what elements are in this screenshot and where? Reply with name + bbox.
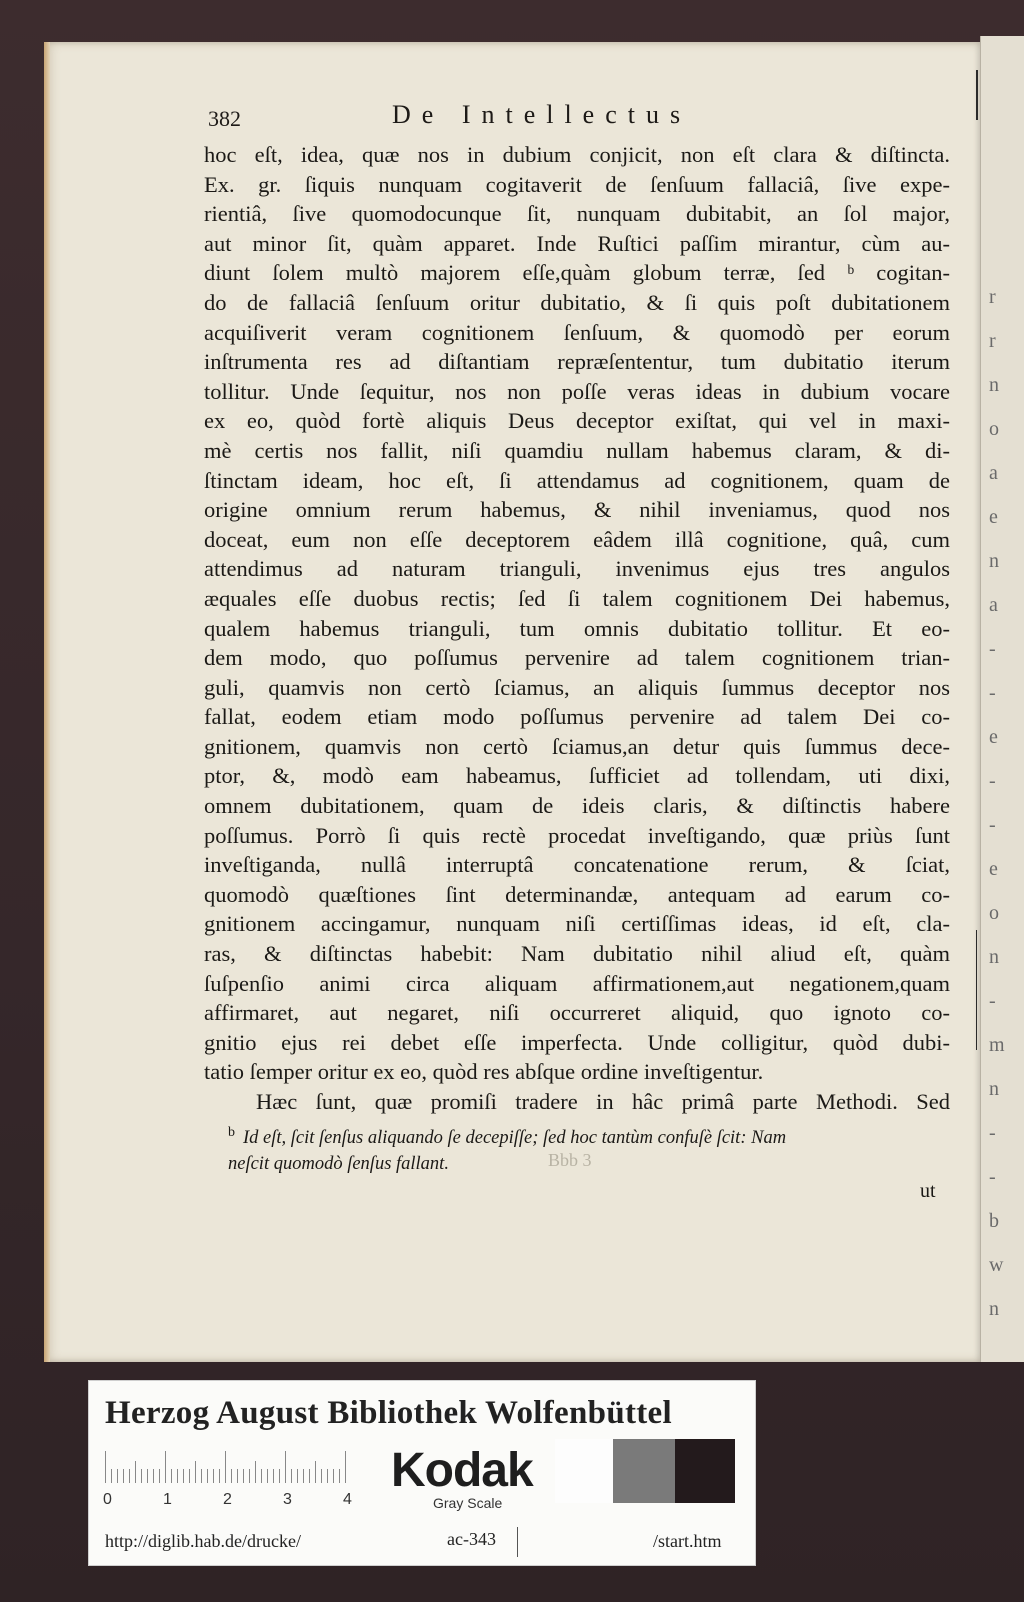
page-edge <box>44 42 50 1362</box>
text-line: doceat, eum non eſſe deceptorem eâdem illâ cognitione, quâ, cum <box>204 526 950 552</box>
text-line: do de fallaciâ ſenſuum oritur dubitatio, & ſi quis poſt dubitationem <box>204 289 950 315</box>
ruler-tick <box>117 1469 118 1483</box>
ruler-tick <box>207 1469 208 1483</box>
text-line: affirmaret, aut negaret, niſi occurreret aliquid, quo ignoto co- <box>204 1000 950 1026</box>
ruler-tick <box>297 1469 298 1483</box>
text-line: gnitionem accingamur, nunquam niſi certiſſimas ideas, id eſt, cla- <box>204 911 950 937</box>
text-line: tollitur. Unde ſequitur, nos non poſſe veras ideas in dubium vocare <box>204 378 950 404</box>
running-title: De Intellectus <box>392 100 692 129</box>
footnote-line: Id eſt, ſcit ſenſus aliquando ſe decepiſſe; ſed hoc tantùm confuſè ſcit: Nam <box>243 1128 787 1149</box>
color-target <box>88 1380 756 1566</box>
ruler-tick <box>345 1451 346 1483</box>
next-page-fragment: r <box>989 330 996 352</box>
ruler-tick <box>243 1469 244 1483</box>
text-line: omnem dubitationem, quam de ideis claris, & diſtinctis habere <box>204 793 950 819</box>
next-page-fragment: n <box>989 1298 999 1320</box>
ruler-tick <box>231 1469 232 1483</box>
text-line: ras, & diſtinctas habebit: Nam dubitatio nihil aliud eſt, quàm <box>204 941 950 967</box>
text-line: tatio ſemper oritur ex eo, quòd res abſque ordine inveſtigentur. <box>204 1059 764 1085</box>
next-page-fragment: - <box>989 990 996 1012</box>
ruler-number: 1 <box>163 1491 172 1508</box>
text-line: inveſtiganda, nullâ interruptâ concatenatione rerum, & ſciat, <box>204 852 950 878</box>
text-line: origine omnium rerum habemus, & nihil inveniamus, quod nos <box>204 497 950 523</box>
text-line: gnitionem, quamvis non certò ſciamus,an detur quis ſummus dece- <box>204 733 950 759</box>
next-page-fragment: a <box>989 594 998 616</box>
next-page-strip <box>980 36 1024 1362</box>
ruler-numbers <box>103 1491 373 1513</box>
ruler-tick <box>177 1469 178 1483</box>
ruler-number: 0 <box>103 1491 112 1508</box>
ruler-tick <box>321 1469 322 1483</box>
ruler-tick <box>225 1451 226 1483</box>
text-line: ſuſpenſio animi circa aliquam affirmationem,aut negationem,quam <box>204 970 950 996</box>
text-line: diunt ſolem multò majorem eſſe,quàm globum terræ, ſed ᵇ cogitan- <box>204 260 950 286</box>
next-page-fragment: - <box>989 638 996 660</box>
catchword: ut <box>920 1180 936 1202</box>
ruler-tick <box>285 1451 286 1483</box>
ruler-tick <box>327 1469 328 1483</box>
ruler-tick <box>195 1461 196 1483</box>
kodak-logo: Kodak <box>391 1444 533 1497</box>
text-line: mè certis nos fallit, niſi quamdiu nullam habemus claram, & di- <box>204 437 950 463</box>
footnote <box>228 1120 948 1177</box>
ruler-tick <box>141 1469 142 1483</box>
ruler-tick <box>147 1469 148 1483</box>
next-page-fragment: e <box>989 726 998 748</box>
footnote-line: neſcit quomodò ſenſus fallant. <box>228 1154 449 1175</box>
shelfmark-code: ac-343 <box>447 1529 496 1549</box>
ruler-tick <box>339 1469 340 1483</box>
library-name: Herzog August Bibliothek Wolfenbüttel <box>105 1395 672 1431</box>
page-number: 382 <box>208 106 241 131</box>
page-header <box>208 100 948 134</box>
ruler-number: 2 <box>223 1491 232 1508</box>
next-page-fragment: o <box>989 418 999 440</box>
ruler-tick <box>159 1469 160 1483</box>
text-line: inſtrumenta res ad diſtantiam repræſententur, tum dubitatio iterum <box>204 349 950 375</box>
ruler-tick <box>123 1469 124 1483</box>
text-line: fallat, eodem etiam modo poſſumus pervenire ad talem Dei co- <box>204 704 950 730</box>
next-page-fragment: e <box>989 858 998 880</box>
divider <box>517 1527 518 1557</box>
white-patch <box>555 1439 613 1503</box>
ruler-number: 4 <box>343 1491 352 1508</box>
ruler-tick <box>315 1461 316 1483</box>
ruler-tick <box>261 1469 262 1483</box>
text-line: attendimus ad naturam trianguli, invenimus ejus tres angulos <box>204 556 950 582</box>
ruler-tick <box>189 1469 190 1483</box>
ruler-tick <box>105 1451 106 1483</box>
ruler-tick <box>279 1469 280 1483</box>
ruler-tick <box>255 1461 256 1483</box>
next-page-fragment: w <box>989 1254 1004 1276</box>
next-page-fragment: n <box>989 374 999 396</box>
text-line: æquales eſſe duobus rectis; ſed ſi talem cognitionem Dei habemus, <box>204 585 950 611</box>
next-page-fragment: n <box>989 550 999 572</box>
next-page-fragment: - <box>989 814 996 836</box>
text-line: acquiſiverit veram cognitionem ſenſuum, & quomodò per eorum <box>204 319 950 345</box>
next-page-fragment: m <box>989 1034 1005 1056</box>
url-right: /start.htm <box>653 1531 722 1551</box>
text-line: ex eo, quòd fortè aliquis Deus deceptor exiſtat, qui vel in maxi- <box>204 408 950 434</box>
gray-scale-label: Gray Scale <box>433 1495 503 1511</box>
ruler-tick <box>267 1469 268 1483</box>
next-page-fragment: - <box>989 770 996 792</box>
text-line: quomodò quæſtiones ſint determinandæ, antequam ad earum co- <box>204 881 950 907</box>
gutter-line <box>976 930 977 1050</box>
text-line: hoc eſt, idea, quæ nos in dubium conjicit, non eſt clara & diſtincta. <box>204 142 950 167</box>
next-page-fragment: a <box>989 462 998 484</box>
ruler-tick <box>309 1469 310 1483</box>
ruler-tick <box>291 1469 292 1483</box>
body-text <box>204 140 950 1117</box>
black-patch <box>675 1439 735 1503</box>
text-line: rientiâ, ſive quomodocunque ſit, nunquam dubitabit, an ſol major, <box>204 201 950 227</box>
ruler-tick <box>129 1469 130 1483</box>
ruler-number: 3 <box>283 1491 292 1508</box>
text-line: ptor, &, modò eam habeamus, ſufficiet ad tollendam, uti dixi, <box>204 763 950 789</box>
next-page-fragment: o <box>989 902 999 924</box>
next-page-fragment: - <box>989 682 996 704</box>
ruler <box>105 1451 375 1483</box>
next-page-fragment: - <box>989 1122 996 1144</box>
ruler-tick <box>237 1469 238 1483</box>
ruler-tick <box>303 1469 304 1483</box>
next-page-fragment: b <box>989 1210 999 1232</box>
text-line: gnitio ejus rei debet eſſe imperfecta. Unde colligitur, quòd dubi- <box>204 1029 950 1055</box>
text-line: guli, quamvis non certò ſciamus, an aliquis ſummus deceptor nos <box>204 674 950 700</box>
ruler-tick <box>219 1469 220 1483</box>
ruler-tick <box>183 1469 184 1483</box>
ruler-tick <box>333 1469 334 1483</box>
ruler-tick <box>135 1461 136 1483</box>
ruler-tick <box>273 1469 274 1483</box>
text-line: Hæc ſunt, quæ promiſi tradere in hâc primâ parte Methodi. Sed <box>256 1089 950 1114</box>
ruler-tick <box>153 1469 154 1483</box>
ruler-tick <box>111 1469 112 1483</box>
ruler-tick <box>165 1451 166 1483</box>
ruler-tick <box>171 1469 172 1483</box>
text-line: aut minor ſit, quàm apparet. Inde Ruſtici paſſim mirantur, cùm au- <box>204 230 950 256</box>
signature-mark: Bbb 3 <box>548 1150 592 1170</box>
ruler-tick <box>201 1469 202 1483</box>
next-page-fragment: e <box>989 506 998 528</box>
next-page-fragment: n <box>989 946 999 968</box>
gutter-line <box>976 70 978 120</box>
next-page-fragment: - <box>989 1166 996 1188</box>
text-line: ſtinctam ideam, hoc eſt, ſi attendamus ad cognitionem, quam de <box>204 467 950 493</box>
text-line: poſſumus. Porrò ſi quis rectè procedat inveſtigando, quæ priùs ſunt <box>204 822 950 848</box>
ruler-tick <box>213 1469 214 1483</box>
gray-patch <box>613 1439 675 1503</box>
next-page-fragment: r <box>989 286 996 308</box>
url-left: http://diglib.hab.de/drucke/ <box>105 1531 301 1551</box>
text-line: qualem habemus trianguli, tum omnis dubitatio tollitur. Et eo- <box>204 615 950 641</box>
footnote-mark: b <box>228 1125 235 1140</box>
ruler-tick <box>249 1469 250 1483</box>
text-line: dem modo, quo poſſumus pervenire ad talem cognitionem trian- <box>204 645 950 671</box>
next-page-fragment: n <box>989 1078 999 1100</box>
text-line: Ex. gr. ſiquis nunquam cogitaverit de ſenſuum fallaciâ, ſive expe- <box>204 171 950 197</box>
